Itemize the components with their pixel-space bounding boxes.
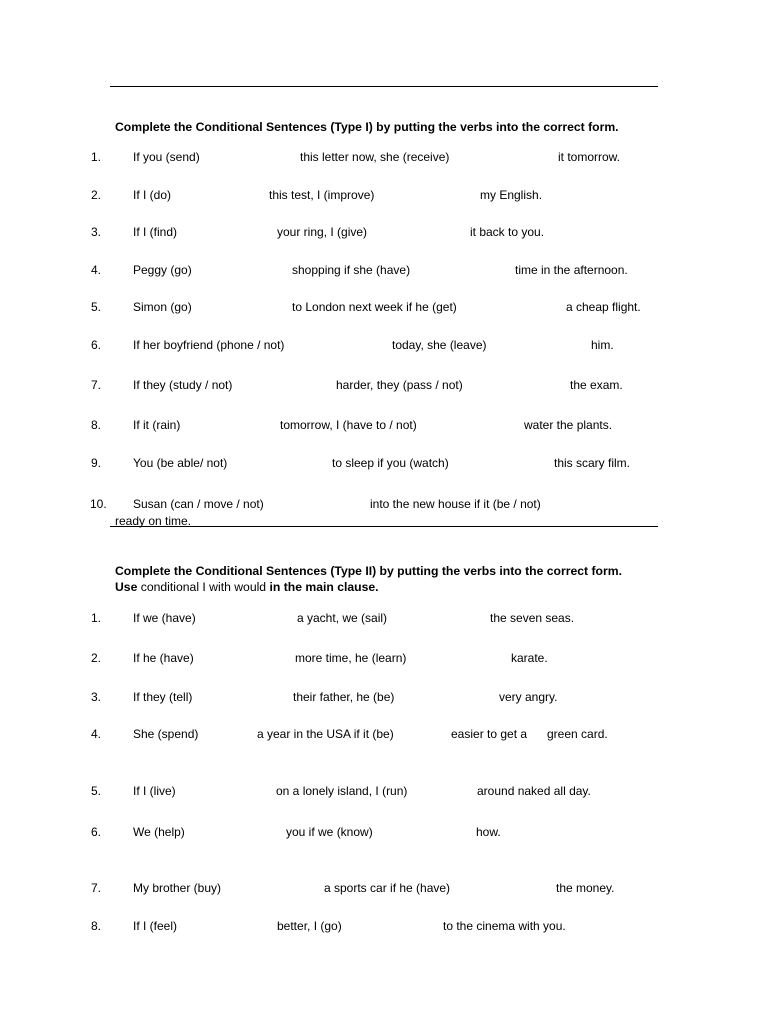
heading-rest: in the main clause. <box>269 580 379 594</box>
s1-item-5 <box>0 299 768 315</box>
clause-a: If her boyfriend (phone / not) <box>133 338 285 352</box>
item-number: 5. <box>91 300 102 314</box>
clause-b: a sports car if he (have) <box>324 881 451 895</box>
s2-item-2 <box>0 650 768 666</box>
clause-c: this scary film. <box>554 456 631 470</box>
clause-a: We (help) <box>133 825 185 839</box>
section2-heading-line2 <box>115 580 379 595</box>
clause-c: time in the afternoon. <box>515 263 628 277</box>
item-number: 10. <box>90 497 107 511</box>
item-number: 1. <box>91 611 102 625</box>
s1-item-6 <box>0 337 768 353</box>
s1-item-7 <box>0 377 768 393</box>
item-number: 5. <box>91 784 102 798</box>
s2-item-4 <box>0 726 768 742</box>
s1-item-3 <box>0 224 768 240</box>
s1-item-8 <box>0 417 768 433</box>
s2-item-3 <box>0 689 768 705</box>
item-number: 9. <box>91 456 102 470</box>
clause-a: If I (do) <box>133 188 172 202</box>
clause-a: Susan (can / move / not) <box>133 497 264 511</box>
item-number: 3. <box>91 690 102 704</box>
clause-b: this letter now, she (receive) <box>300 150 450 164</box>
item-number: 8. <box>91 919 102 933</box>
clause-a: Simon (go) <box>133 300 192 314</box>
clause-b: shopping if she (have) <box>292 263 411 277</box>
clause-c: very angry. <box>499 690 558 704</box>
item-number: 1. <box>91 150 102 164</box>
clause-c: the money. <box>556 881 615 895</box>
s1-item-4 <box>0 262 768 278</box>
clause-b: a yacht, we (sail) <box>297 611 388 625</box>
item-number: 3. <box>91 225 102 239</box>
s2-item-6 <box>0 824 768 840</box>
clause-d: green card. <box>547 727 608 741</box>
heading-conditional: conditional I with would <box>140 580 267 594</box>
clause-c: to the cinema with you. <box>443 919 566 933</box>
clause-b: into the new house if it (be / not) <box>370 497 541 511</box>
clause-b: more time, he (learn) <box>295 651 407 665</box>
clause-b: on a lonely island, I (run) <box>276 784 408 798</box>
clause-c: karate. <box>511 651 548 665</box>
clause-c: a cheap flight. <box>566 300 641 314</box>
clause-a: If you (send) <box>133 150 200 164</box>
item-number: 2. <box>91 188 102 202</box>
item-number: 4. <box>91 727 102 741</box>
s1-item-1 <box>0 149 768 165</box>
section2-heading-line1: Complete the Conditional Sentences (Type II) by putting the verbs into the correct form. <box>115 564 622 578</box>
clause-a: If it (rain) <box>133 418 181 432</box>
clause-c: it tomorrow. <box>558 150 621 164</box>
clause-b: to sleep if you (watch) <box>332 456 449 470</box>
clause-b: you if we (know) <box>286 825 373 839</box>
clause-b: today, she (leave) <box>392 338 487 352</box>
clause-c: ready on time. <box>115 514 192 528</box>
clause-a: If I (find) <box>133 225 178 239</box>
heading-use: Use <box>115 580 138 594</box>
clause-b: your ring, I (give) <box>277 225 368 239</box>
item-number: 7. <box>91 881 102 895</box>
item-number: 7. <box>91 378 102 392</box>
item-number: 6. <box>91 338 102 352</box>
clause-a: If he (have) <box>133 651 194 665</box>
item-number: 6. <box>91 825 102 839</box>
clause-a: If I (live) <box>133 784 176 798</box>
clause-c: my English. <box>480 188 543 202</box>
clause-a: If I (feel) <box>133 919 178 933</box>
clause-b: tomorrow, I (have to / not) <box>280 418 417 432</box>
clause-b: better, I (go) <box>277 919 342 933</box>
s1-item-9 <box>0 455 768 471</box>
clause-c: easier to get a <box>451 727 528 741</box>
clause-b: to London next week if he (get) <box>292 300 457 314</box>
item-number: 2. <box>91 651 102 665</box>
clause-a: She (spend) <box>133 727 199 741</box>
clause-c: the seven seas. <box>490 611 575 625</box>
clause-c: him. <box>591 338 614 352</box>
clause-a: Peggy (go) <box>133 263 192 277</box>
clause-c: how. <box>476 825 501 839</box>
clause-a: You (be able/ not) <box>133 456 228 470</box>
clause-c: around naked all day. <box>477 784 591 798</box>
clause-a: If they (tell) <box>133 690 193 704</box>
clause-a: My brother (buy) <box>133 881 222 895</box>
clause-b: this test, I (improve) <box>269 188 375 202</box>
clause-a: If we (have) <box>133 611 196 625</box>
s2-item-1 <box>0 610 768 626</box>
clause-b: their father, he (be) <box>293 690 395 704</box>
clause-b: harder, they (pass / not) <box>336 378 463 392</box>
clause-c: water the plants. <box>524 418 613 432</box>
item-number: 8. <box>91 418 102 432</box>
item-number: 4. <box>91 263 102 277</box>
section1-heading: Complete the Conditional Sentences (Type I) by putting the verbs into the correct form. <box>115 120 619 134</box>
s2-item-7 <box>0 880 768 896</box>
s2-item-8 <box>0 918 768 934</box>
s1-item-10 <box>0 496 768 512</box>
clause-c: it back to you. <box>470 225 545 239</box>
s1-item-2 <box>0 187 768 203</box>
clause-c: the exam. <box>570 378 623 392</box>
s2-item-5 <box>0 783 768 799</box>
top-rule <box>110 86 658 87</box>
section-divider-rule <box>110 526 658 527</box>
clause-a: If they (study / not) <box>133 378 233 392</box>
clause-b: a year in the USA if it (be) <box>257 727 394 741</box>
